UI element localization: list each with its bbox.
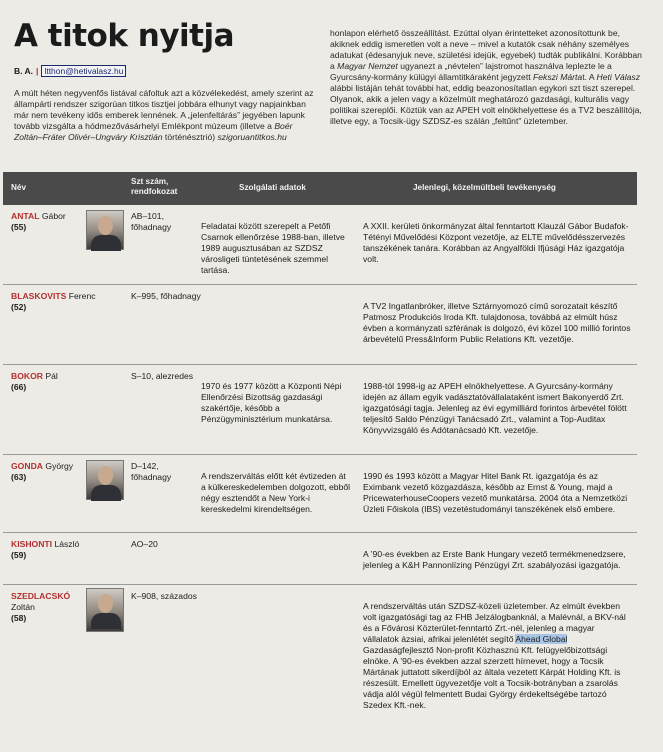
current-activity-text: A rendszerváltás után SZDSZ-közeli üzletember. Az elmúlt években volt igazgatósági tag az FHB Jelzálogbanknál, a Malévnál, a BKV-nál és a Fővárosi Közterület-fenntartó Zrt.-nél, jelenleg a magyar vállalatok ázsiai, afrikai jelenlétét segítő bbox=[363, 601, 626, 644]
current-activity: 1990 és 1993 között a Magyar Hitel Bank Rt. igazgatója és az Eximbank vezető közgazdásza, később az Ernst & Young, majd a PricewaterhouseCoopers vezető munkatársa. 2004 óta a Nemzetközi Üzleti Főiskola (IBS) vezetéstudományi tanszékének első embere. bbox=[363, 471, 628, 514]
agent-code: S–10, alezredes bbox=[131, 371, 194, 381]
person-given-name: György bbox=[45, 461, 74, 471]
italic-text: Boér Zoltán–Fráter Olivér–Ungváry Krisztián bbox=[14, 121, 293, 142]
header-service: Szolgálati adatok bbox=[239, 183, 306, 192]
table-row bbox=[3, 205, 637, 285]
person-name bbox=[11, 461, 91, 483]
agent-code: AB–101, főhadnagy bbox=[131, 211, 172, 232]
person-given-name: Pál bbox=[45, 371, 58, 381]
author-initials: B. A. bbox=[14, 66, 34, 76]
portrait-photo bbox=[86, 588, 124, 632]
agent-code: AO–20 bbox=[131, 539, 158, 549]
person-given-name: Gábor bbox=[41, 211, 66, 221]
byline bbox=[14, 65, 126, 77]
person-given-name: Zoltán bbox=[11, 602, 35, 612]
person-surname: KISHONTI bbox=[11, 539, 53, 549]
intro-text: A múlt héten negyvenfős listával cáfoltuk azt a közvélekedést, amely szerint az állampárti rendszer szigorúan titkos tisztjei jobbára elhunyt vagy napjainkban már nem tevékeny idős emberek lennének. A „jelenfeltárás” jegyében lapunk tovább vizsgálta a hódmezővásárhelyi Emlékpont múzeum (illetve a bbox=[14, 88, 314, 131]
service-data bbox=[201, 539, 351, 549]
person-age: (59) bbox=[11, 550, 27, 560]
person-surname: SZEDLACSKÓ bbox=[11, 591, 71, 601]
header-name: Név bbox=[11, 183, 27, 192]
person-given-name: László bbox=[54, 539, 80, 549]
intro-right-column bbox=[330, 28, 642, 127]
person-name bbox=[11, 291, 131, 313]
person-given-name: Ferenc bbox=[68, 291, 96, 301]
byline-separator: | bbox=[36, 66, 39, 76]
person-name bbox=[11, 539, 131, 561]
intro-left-column bbox=[14, 88, 314, 143]
service-data: 1970 és 1977 között a Központi Népi Ellenőrzési Bizottság gazdasági szakértője, később a Pénzügyminisztérium munkatársa. bbox=[201, 381, 342, 424]
italic-text: Magyar Nemzet bbox=[337, 61, 398, 71]
current-activity-text: Gazdaságfejlesztő Non-profit Közhasznú Kft. felügyelőbizottsági elnöke. A ’90-es években azzal szerzett hírnevet, hogy a Tocsik Mártának juttatott sikerdíjból az általa vezetett Kárpát Holding Kft. is részesült. Emellett ügyvezetője volt a Tocsik-botrányban a zsarolás vádja alól végül felmentett Budai György érdekeltségébe tartozó Szedex Kft.-nek. bbox=[363, 645, 621, 710]
table-row bbox=[3, 585, 637, 750]
article-title: A titok nyitja bbox=[14, 18, 235, 54]
service-data: A rendszerváltás előtt két évtizeden át a külkereskedelemben dolgozott, ebből négy esztendőt a New York-i kereskedelmi kirendeltségen. bbox=[201, 471, 351, 514]
person-age: (55) bbox=[11, 222, 27, 232]
table-row bbox=[3, 365, 637, 455]
portrait-photo bbox=[86, 460, 124, 500]
header-code: Szt szám, rendfokozat bbox=[131, 177, 178, 196]
table-header bbox=[3, 172, 637, 205]
service-data: Feladatai között szerepelt a Petőfi Csarnok ellenőrzése 1988-ban, illetve 1989 augusztusában az SZDSZ városligeti tüntetésének szemmel tartása. bbox=[201, 221, 345, 275]
person-name bbox=[11, 211, 91, 233]
table-row bbox=[3, 285, 637, 365]
current-activity: A TV2 Ingatlanbróker, illetve Sztárnyomozó című sorozatait készítő Patmosz Produkciós Iroda Kft. tulajdonosa, továbbá az elmúlt húsz évben a kormányzati szférának is dolgozó, évi közel 100 millió forintos árbevételű Press&Inform Public Relations Kft. vezetője. bbox=[363, 301, 631, 344]
agent-code: K–995, főhadnagy bbox=[131, 291, 201, 301]
intro-text: történésztrió) bbox=[162, 132, 218, 142]
portrait-photo bbox=[86, 210, 124, 250]
person-age: (52) bbox=[11, 302, 27, 312]
italic-text: Fekszi Márta bbox=[533, 72, 583, 82]
current-activity bbox=[363, 591, 631, 711]
person-name bbox=[11, 371, 91, 393]
current-activity: A XXII. kerületi önkormányzat által fenntartott Klauzál Gábor Budafok-Tétényi Művelődési Központ vezetője, az ELTE művelődésszervezés tanszékének tanára. Korábban az Angyalföldi Ifjúsági Ház igazgatója volt. bbox=[363, 221, 629, 264]
person-surname: BLASKOVITS bbox=[11, 291, 67, 301]
person-age: (66) bbox=[11, 382, 27, 392]
person-name bbox=[11, 591, 91, 624]
current-activity: 1988-tól 1998-ig az APEH elnökhelyettese. A Gyurcsány-kormány idején az állam egyik vadásztatóvállalataként ismert Bakonyerdő Zrt. igazgatósági tagja. Jelenleg az évi egymilliárd forintos árbevétel fölött teljesítő Saldo Pénzügyi Tanácsadó Zrt., valamint a Top-Auditax Könyvvizsgáló és Adótanácsadó Kft. vezetője. bbox=[363, 381, 627, 435]
intro-text: t. A bbox=[582, 72, 597, 82]
person-surname: GONDA bbox=[11, 461, 43, 471]
person-age: (58) bbox=[11, 613, 27, 623]
header-current: Jelenlegi, közelmúltbeli tevékenység bbox=[413, 183, 556, 192]
agent-code: K–908, százados bbox=[131, 591, 197, 601]
intro-text: honlapon elérhető összeállítást. Ezúttal olyan érintetteket azonosítottunk be, akiknek eddig ismeretlen volt a neve – mivel a kutatók csak néhány személyes adatukat (édesanyjuk neve, születési idejük, egyebek) tudták publikálni. Korábban a bbox=[330, 28, 642, 71]
intro-text: alábbi listáján tehát további hat, eddig beazonosítatlan egykori szt tiszt szerepel. Olyanok, akik a jelen vagy a közelmúlt meghatározó gazdasági, kulturális vagy politikai szereplői. Köztük van az APEH volt elnökhelyettese és a TV2 beszállítója, illetve egy, a Tocsik-ügy SZDSZ-es szálán „feltűnt” üzletember. bbox=[330, 83, 642, 126]
service-data bbox=[201, 591, 351, 601]
person-surname: BOKOR bbox=[11, 371, 43, 381]
italic-text: szigoruantitkos.hu bbox=[217, 132, 287, 142]
table-row bbox=[3, 455, 637, 533]
highlighted-text[interactable]: Ahead Global bbox=[515, 634, 568, 644]
agent-code: D–142, főhadnagy bbox=[131, 461, 172, 482]
table-row bbox=[3, 533, 637, 585]
italic-text: Heti Válasz bbox=[596, 72, 640, 82]
current-activity: A ’90-es években az Erste Bank Hungary vezető termékmenedzsere, jelenleg a K&H Pannonlízing Pénzügyi Zrt. szabályozási igazgatója. bbox=[363, 549, 626, 570]
intro-text: ugyanezt a „névtelen” lajstromot használva leplezte le a Gyurcsány-kormány külügyi államtitkáraként jegyzett bbox=[330, 61, 612, 82]
person-age: (63) bbox=[11, 472, 27, 482]
author-email-link[interactable]: ltthon@hetivalasz.hu bbox=[41, 65, 126, 77]
service-data bbox=[201, 291, 351, 301]
person-surname: ANTAL bbox=[11, 211, 40, 221]
